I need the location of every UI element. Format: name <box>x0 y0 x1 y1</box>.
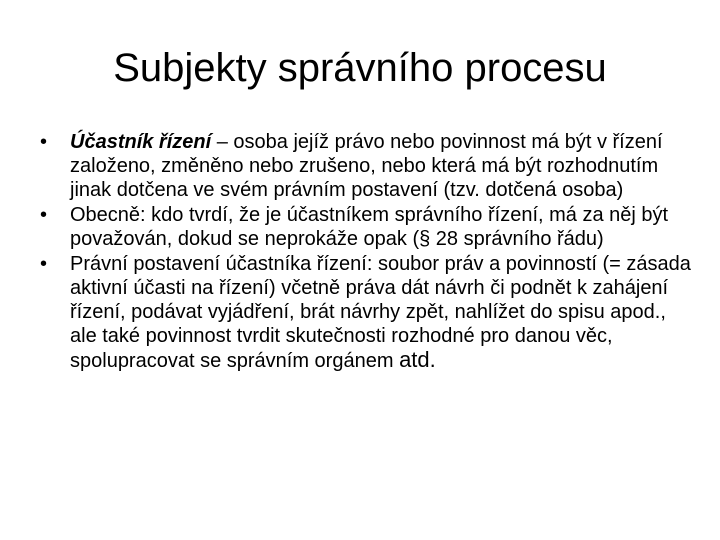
term-ucastnik-rizeni: Účastník řízení <box>70 131 212 153</box>
bullet-list <box>36 130 696 374</box>
bullet-text: Právní postavení účastníka řízení: soubor práv a povinností (= zásada aktivní účasti na řízení) včetně práva dát návrh či podnět k zahájení řízení, podávat vyjádření, brát návrhy zpět, nahlížet do spisu apod., ale také povinnost tvrdit skutečnosti rozhodné pro danou věc, spolupracovat se správním orgánem <box>70 253 691 372</box>
bullet-text: – osoba jejíž právo nebo povinnost má být v řízení založeno, změněno nebo zrušeno, nebo která má být rozhodnutím jinak dotčena ve svém právním postavení (tzv. dotčená osoba) <box>70 131 663 201</box>
bullet-text: Obecně: kdo tvrdí, že je účastníkem správního řízení, má za něj být považován, dokud se neprokáže opak (§ 28 správního řádu) <box>70 204 669 250</box>
bullet-item-legal-position <box>36 252 696 373</box>
bullet-dot-icon: • <box>40 253 48 275</box>
bullet-dot-icon: • <box>40 131 48 153</box>
bullet-dot-icon: • <box>40 204 48 226</box>
bullet-item-participant <box>36 130 696 202</box>
bullet-tail-text: atd. <box>399 347 436 372</box>
slide-title: Subjekty správního procesu <box>113 46 607 90</box>
bullet-item-general <box>36 203 696 251</box>
